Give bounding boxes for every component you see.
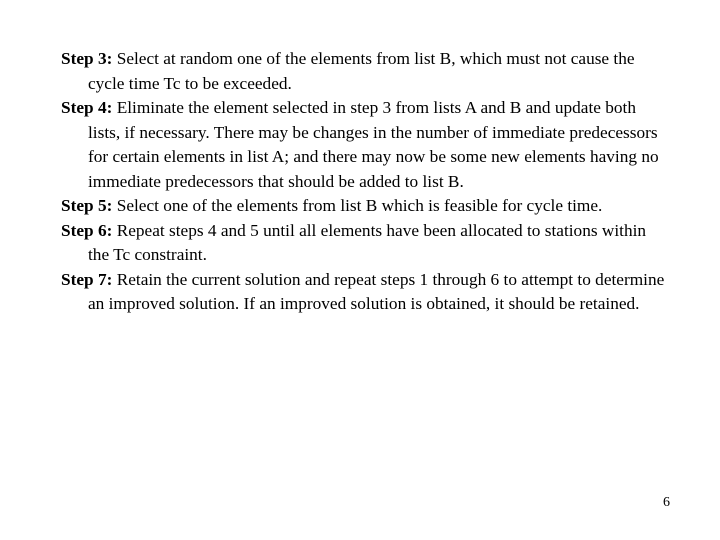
page-number: 6 xyxy=(663,495,670,510)
step-3 xyxy=(61,47,671,96)
step-7 xyxy=(61,268,671,317)
step-4 xyxy=(61,96,671,194)
step-7-text: Retain the current solution and repeat steps 1 through 6 to attempt to determine an improved solution. If an improved solution is obtained, it should be retained. xyxy=(88,269,665,313)
step-3-label: Step 3: xyxy=(61,49,113,68)
step-5-label: Step 5: xyxy=(61,196,113,215)
step-7-label: Step 7: xyxy=(61,269,113,289)
step-5 xyxy=(61,194,671,219)
steps-list xyxy=(61,47,671,317)
step-6 xyxy=(61,219,671,268)
step-6-label: Step 6: xyxy=(61,220,113,240)
step-6-text: Repeat steps 4 and 5 until all elements have been allocated to stations within the Tc constraint. xyxy=(88,220,647,264)
step-3-text: Select at random one of the elements from list B, which must not cause the cycle time Tc to be exceeded. xyxy=(88,49,635,93)
step-5-text: Select one of the elements from list B which is feasible for cycle time. xyxy=(116,196,603,215)
step-4-text: Eliminate the element selected in step 3 from lists A and B and update both lists, if necessary. There may be changes in the number of immediate predecessors for certain elements in list A; and there may now be some new elements having no immediate predecessors that should be added to list B. xyxy=(88,98,659,191)
step-4-label: Step 4: xyxy=(61,98,113,117)
